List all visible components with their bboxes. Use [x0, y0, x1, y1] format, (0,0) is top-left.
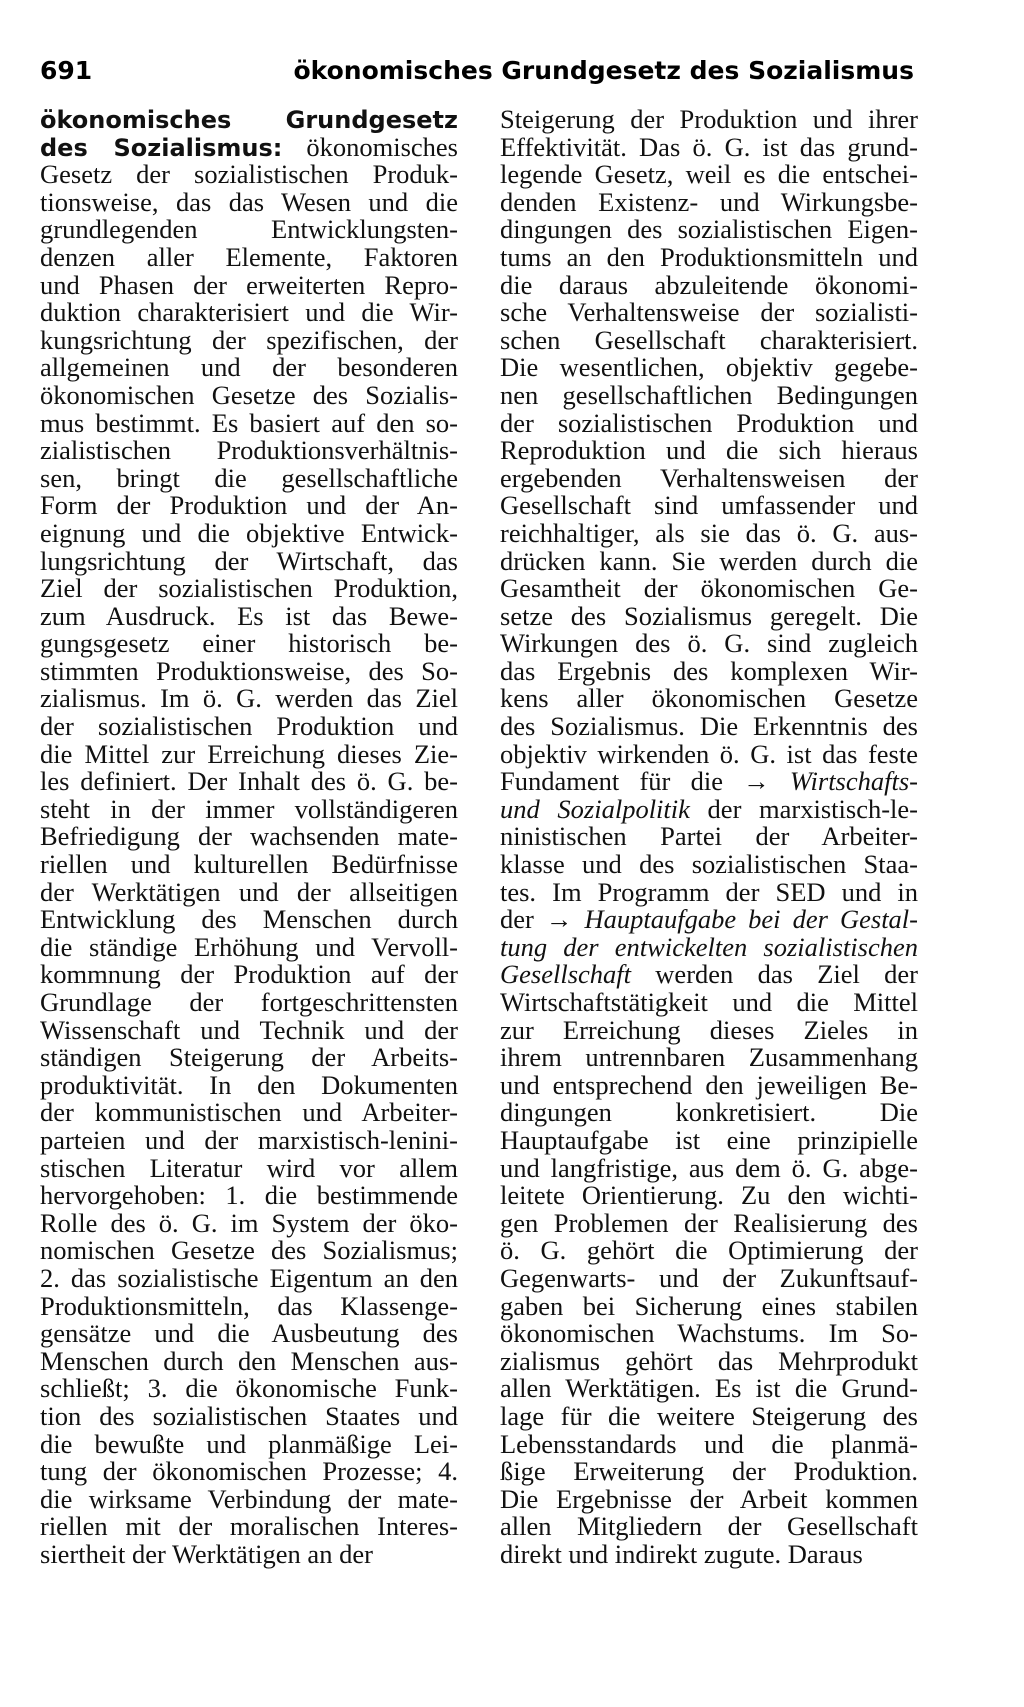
- cross-reference: Gesellschaft: [500, 959, 631, 990]
- left-column-line: tung der ökonomischen Prozesse; 4.: [40, 1456, 458, 1487]
- left-column-line: Menschen durch den Menschen aus-: [40, 1345, 458, 1376]
- left-column-line: zialismus. Im ö. G. werden das Ziel: [40, 683, 458, 714]
- right-column-line: Gesellschaft werden das Ziel der: [500, 959, 918, 990]
- cross-reference: Gesellschaft: [787, 1511, 918, 1542]
- right-column-line: drücken kann. Sie werden durch die: [500, 545, 918, 576]
- left-column-line: die Mittel zur Erreichung dieses Zie-: [40, 738, 458, 769]
- left-column-line: ständigen Steigerung der Arbeits-: [40, 1042, 458, 1073]
- right-column: [500, 106, 918, 1568]
- left-column-line: gungsgesetz einer historisch be-: [40, 628, 458, 659]
- right-column-line: Lebensstandards und die planmä-: [500, 1428, 918, 1459]
- right-column-line: schen Gesellschaft charakterisiert.: [500, 324, 918, 355]
- left-column-line: siertheit der Werktätigen an der: [40, 1538, 373, 1569]
- cross-reference: Hauptaufgabe bei der Gestal-: [584, 904, 918, 935]
- left-column-line: grundlegenden Entwicklungsten-: [40, 214, 458, 245]
- left-column-line: les definiert. Der Inhalt des ö. G. be-: [40, 766, 458, 797]
- right-column-line: ninistischen Partei der Arbeiter-: [500, 821, 918, 852]
- right-column-line: die daraus abzuleitende ökonomi-: [500, 269, 918, 300]
- right-column-line: lage für die weitere Steigerung des: [500, 1400, 918, 1431]
- left-column-line: parteien und der marxistisch-lenini-: [40, 1124, 458, 1155]
- right-column-line: ö. G. gehört die Optimierung der: [500, 1235, 918, 1266]
- left-column-line: des Sozialismus: ökonomisches: [40, 131, 458, 162]
- right-column-line: tums an den Produktionsmitteln und: [500, 241, 918, 272]
- cross-reference: tung der entwickelten sozialistischen: [500, 931, 918, 962]
- left-column-line: schließt; 3. die ökonomische Funk-: [40, 1373, 458, 1404]
- right-column-line: Die wesentlichen, objektiv gegebe-: [500, 352, 918, 383]
- left-column-line: tion des sozialistischen Staates und: [40, 1400, 458, 1431]
- left-column-line: [40, 106, 458, 134]
- right-column-line: der → Hauptaufgabe bei der Gestal-: [500, 904, 918, 935]
- right-column-line: Steigerung der Produktion und ihrer: [500, 104, 918, 134]
- right-column-line: und Sozialpolitik der marxistisch-le-: [500, 793, 918, 824]
- left-column-line: Form der Produktion und der An-: [40, 490, 458, 521]
- right-column-line: tes. Im Programm der SED und in: [500, 876, 918, 907]
- left-column-line: Wissenschaft und Technik und der: [40, 1014, 458, 1045]
- left-column-line: zialistischen Produktionsverhältnis-: [40, 435, 458, 466]
- right-column-line: Fundament für die → Wirtschafts-: [500, 766, 918, 797]
- right-column-line: ihrem untrennbaren Zusammenhang: [500, 1042, 918, 1073]
- right-column-line: klasse und des sozialistischen Staa-: [500, 849, 918, 880]
- headword: des Sozialismus:: [40, 133, 283, 162]
- left-column-line: der sozialistischen Produktion und: [40, 711, 458, 742]
- left-column-line: riellen mit der moralischen Interes-: [40, 1511, 458, 1542]
- right-column-line: Gegenwarts- und der Zukunftsauf-: [500, 1262, 918, 1293]
- right-column-line: leitete Orientierung. Zu den wichti-: [500, 1180, 918, 1211]
- right-column-line: Gesamtheit der ökonomischen Ge-: [500, 573, 918, 604]
- right-column-line: [500, 931, 918, 962]
- left-column-line: riellen und kulturellen Bedürfnisse: [40, 849, 458, 880]
- cross-reference: Wirtschafts-: [789, 766, 918, 797]
- right-column-line: allen Werktätigen. Es ist die Grund-: [500, 1373, 918, 1404]
- left-column-line: hervorgehoben: 1. die bestimmende: [40, 1180, 458, 1211]
- left-column: [40, 106, 458, 1568]
- left-column-line: der Werktätigen und der allseitigen: [40, 876, 458, 907]
- right-column-line: Wirkungen des ö. G. sind zugleich: [500, 628, 918, 659]
- page-number: 691: [40, 56, 93, 85]
- right-column-line: denden Existenz- und Wirkungsbe-: [500, 186, 918, 217]
- right-column-line: sche Verhaltensweise der sozialisti-: [500, 297, 918, 328]
- right-column-line: allen Mitgliedern der Gesellschaft: [500, 1511, 918, 1542]
- right-column-line: ßige Erweiterung der Produktion.: [500, 1456, 918, 1487]
- left-column-line: Grundlage der fortgeschrittensten: [40, 987, 458, 1017]
- left-column-line: nomischen Gesetze des Sozialismus;: [40, 1235, 458, 1266]
- right-column-line: der sozialistischen Produktion und: [500, 407, 918, 438]
- right-column-line: ergebenden Verhaltensweisen der: [500, 462, 918, 493]
- right-column-line: Die Ergebnisse der Arbeit kommen: [500, 1483, 918, 1514]
- page-header: [40, 56, 914, 96]
- left-column-line: Gesetz der sozialistischen Produk-: [40, 159, 458, 190]
- left-column-line: Befriedigung der wachsenden mate-: [40, 821, 458, 852]
- left-column-line: zum Ausdruck. Es ist das Bewe-: [40, 600, 458, 631]
- right-column-line: dingungen konkretisiert. Die: [500, 1097, 918, 1128]
- left-column-line: 2. das sozialistische Eigentum an den: [40, 1262, 458, 1293]
- left-column-line: eignung und die objektive Entwick-: [40, 517, 458, 548]
- left-column-line: die bewußte und planmäßige Lei-: [40, 1428, 458, 1459]
- left-column-line: Ziel der sozialistischen Produktion,: [40, 573, 458, 604]
- right-column-line: des Sozialismus. Die Erkenntnis des: [500, 711, 918, 742]
- cross-reference: und Sozialpolitik: [500, 793, 690, 824]
- cross-reference: Gesellschaft: [500, 490, 631, 521]
- right-column-line: Gesellschaft sind umfassender und: [500, 490, 918, 521]
- left-column-line: stischen Literatur wird vor allem: [40, 1152, 458, 1183]
- running-head: ökonomisches Grundgesetz des Sozialismus: [293, 56, 914, 85]
- left-column-line: und Phasen der erweiterten Repro-: [40, 269, 458, 300]
- left-column-line: Rolle des ö. G. im System der öko-: [40, 1207, 458, 1238]
- left-column-line: tionsweise, das das Wesen und die: [40, 186, 458, 217]
- right-column-line: das Ergebnis des komplexen Wir-: [500, 655, 918, 686]
- cross-reference: Gesellschaft: [594, 324, 726, 355]
- left-column-line: stimmten Produktionsweise, des So-: [40, 655, 458, 686]
- left-column-line: allgemeinen und der besonderen: [40, 352, 458, 383]
- headword: ökonomisches Grundgesetz: [40, 106, 458, 134]
- left-column-line: die wirksame Verbindung der mate-: [40, 1483, 458, 1514]
- right-column-line: gaben bei Sicherung eines stabilen: [500, 1290, 918, 1321]
- right-column-line: objektiv wirkenden ö. G. ist das feste: [500, 738, 918, 769]
- right-column-line: Effektivität. Das ö. G. ist das grund-: [500, 131, 918, 162]
- left-column-line: kungsrichtung der spezifischen, der: [40, 324, 458, 355]
- left-column-line: der kommunistischen und Arbeiter-: [40, 1097, 458, 1128]
- left-column-line: sen, bringt die gesellschaftliche: [40, 462, 458, 493]
- right-column-line: reichhaltiger, als sie das ö. G. aus-: [500, 517, 918, 548]
- right-column-line: und langfristige, aus dem ö. G. abge-: [500, 1152, 918, 1183]
- right-column-line: dingungen des sozialistischen Eigen-: [500, 214, 918, 245]
- left-column-line: Produktionsmitteln, das Klassenge-: [40, 1290, 458, 1321]
- right-column-line: gen Problemen der Realisierung des: [500, 1207, 918, 1238]
- left-column-line: Entwicklung des Menschen durch: [40, 904, 458, 935]
- right-column-line: Hauptaufgabe ist eine prinzipielle: [500, 1124, 918, 1155]
- left-column-line: lungsrichtung der Wirtschaft, das: [40, 545, 458, 576]
- right-column-line: Wirtschaftstätigkeit und die Mittel: [500, 987, 918, 1017]
- left-column-line: die ständige Erhöhung und Vervoll-: [40, 931, 458, 962]
- right-column-line: ökonomischen Wachstums. Im So-: [500, 1318, 918, 1349]
- left-column-line: steht in der immer vollständigeren: [40, 793, 458, 824]
- left-column-line: mus bestimmt. Es basiert auf den so-: [40, 407, 458, 438]
- right-column-line: setze des Sozialismus geregelt. Die: [500, 600, 918, 631]
- right-column-line: nen gesellschaftlichen Bedingungen: [500, 379, 918, 410]
- right-column-line: kens aller ökonomischen Gesetze: [500, 683, 918, 714]
- left-column-line: gensätze und die Ausbeutung des: [40, 1318, 458, 1349]
- left-column-line: denzen aller Elemente, Faktoren: [40, 241, 458, 272]
- right-column-line: direkt und indirekt zugute. Daraus: [500, 1538, 863, 1569]
- right-column-line: und entsprechend den jeweiligen Be-: [500, 1069, 918, 1100]
- left-column-line: produktivität. In den Dokumenten: [40, 1069, 458, 1100]
- right-column-line: Reproduktion und die sich hieraus: [500, 435, 918, 466]
- left-column-line: kommnung der Produktion auf der: [40, 959, 458, 990]
- right-column-line: zialismus gehört das Mehrprodukt: [500, 1345, 918, 1376]
- right-column-line: zur Erreichung dieses Zieles in: [500, 1014, 918, 1045]
- left-column-line: ökonomischen Gesetze des Sozialis-: [40, 379, 458, 410]
- right-column-line: legende Gesetz, weil es die entschei-: [500, 159, 918, 190]
- left-column-line: duktion charakterisiert und die Wir-: [40, 297, 458, 328]
